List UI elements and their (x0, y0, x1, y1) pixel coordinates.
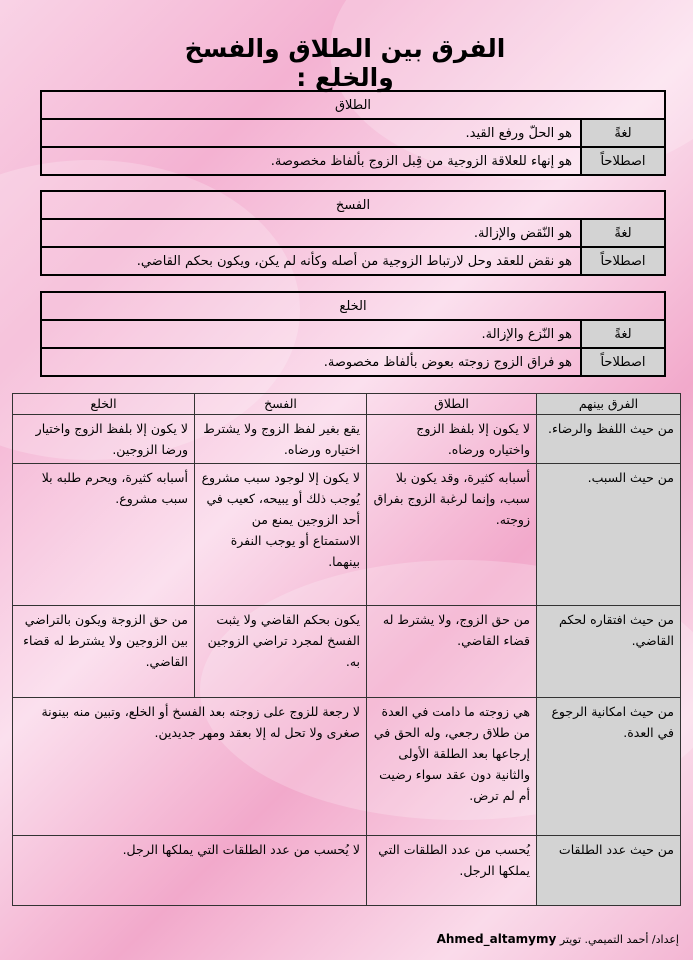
twitter-handle: Ahmed_altamymy (436, 932, 557, 946)
talaq-cell: هي زوجته ما دامت في العدة من طلاق رجعي، وله الحق في إرجاعها بعد الطلقة الأولى والثانية دون عقد سواء رضيت أم لم ترض. (367, 698, 537, 836)
header-khul: الخلع (13, 394, 195, 415)
definition-faskh (40, 190, 666, 276)
talaq-cell: يُحسب من عدد الطلقات التي يملكها الرجل. (367, 836, 537, 906)
talaq-cell: لا يكون إلا بلفظ الزوج واختياره ورضاه. (367, 415, 537, 464)
istilah-label: اصطلاحاً (581, 247, 665, 275)
lugha-label: لغةً (581, 320, 665, 348)
term-heading: الخلع (41, 292, 665, 320)
table-row (13, 606, 681, 698)
faskh-khul-cell: لا رجعة للزوج على زوجته بعد الفسخ أو الخلع، وتبين منه بينونة صغرى ولا تحل له إلا بعقد ومهر جديدين. (13, 698, 367, 836)
istilah-label: اصطلاحاً (581, 348, 665, 376)
faskh-cell: يكون بحكم القاضي ولا يثبت الفسخ لمجرد تراضي الزوجين به. (195, 606, 367, 698)
khul-cell: أسبابه كثيرة، ويحرم طلبه بلا سبب مشروع. (13, 464, 195, 606)
term-heading: الطلاق (41, 91, 665, 119)
khul-cell: من حق الزوجة ويكون بالتراضي بين الزوجين ولا يشترط له قضاء القاضي. (13, 606, 195, 698)
term-heading: الفسخ (41, 191, 665, 219)
comparison-table (12, 393, 681, 906)
faskh-cell: لا يكون إلا لوجود سبب مشروع يُوجب ذلك أو يبيحه، كعيب في أحد الزوجين يمنع من الاستمتاع أو يوجب النفرة بينهما. (195, 464, 367, 606)
author-credit (437, 932, 679, 946)
table-row (13, 464, 681, 606)
table-row (13, 415, 681, 464)
istilah-text: هو نقض للعقد وحل لارتباط الزوجية من أصله وكأنه لم يكن، ويكون بحكم القاضي. (41, 247, 581, 275)
talaq-cell: أسبابه كثيرة، وقد يكون بلا سبب، وإنما لرغبة الزوج بفراق زوجته. (367, 464, 537, 606)
aspect-cell: من حيث عدد الطلقات (537, 836, 681, 906)
istilah-text: هو فراق الزوج زوجته بعوض بألفاظ مخصوصة. (41, 348, 581, 376)
lugha-text: هو النّقض والإزالة. (41, 219, 581, 247)
header-faskh: الفسخ (195, 394, 367, 415)
aspect-cell: من حيث السبب. (537, 464, 681, 606)
talaq-cell: من حق الزوج، ولا يشترط له قضاء القاضي. (367, 606, 537, 698)
header-talaq: الطلاق (367, 394, 537, 415)
page-title: الفرق بين الطلاق والفسخ والخلع : (184, 34, 506, 92)
lugha-label: لغةً (581, 119, 665, 147)
aspect-cell: من حيث امكانية الرجوع في العدة. (537, 698, 681, 836)
aspect-cell: من حيث افتقاره لحكم القاضي. (537, 606, 681, 698)
khul-cell: لا يكون إلا بلفظ الزوج واختيار ورضا الزوجين. (13, 415, 195, 464)
lugha-text: هو الحلّ ورفع القيد. (41, 119, 581, 147)
istilah-label: اصطلاحاً (581, 147, 665, 175)
table-row (13, 698, 681, 836)
aspect-cell: من حيث اللفظ والرضاء. (537, 415, 681, 464)
definition-khul (40, 291, 666, 377)
table-row (13, 836, 681, 906)
istilah-text: هو إنهاء للعلاقة الزوجية من قِبل الزوج بألفاظ مخصوصة. (41, 147, 581, 175)
faskh-cell: يقع بغير لفظ الزوج ولا يشترط اختياره ورضاه. (195, 415, 367, 464)
lugha-text: هو النّزع والإزالة. (41, 320, 581, 348)
faskh-khul-cell: لا يُحسب من عدد الطلقات التي يملكها الرجل. (13, 836, 367, 906)
credit-text: إعداد/ أحمد التميمي. تويتر (559, 933, 679, 946)
header-aspect: الفرق بينهم (537, 394, 681, 415)
definition-talaq (40, 90, 666, 176)
lugha-label: لغةً (581, 219, 665, 247)
